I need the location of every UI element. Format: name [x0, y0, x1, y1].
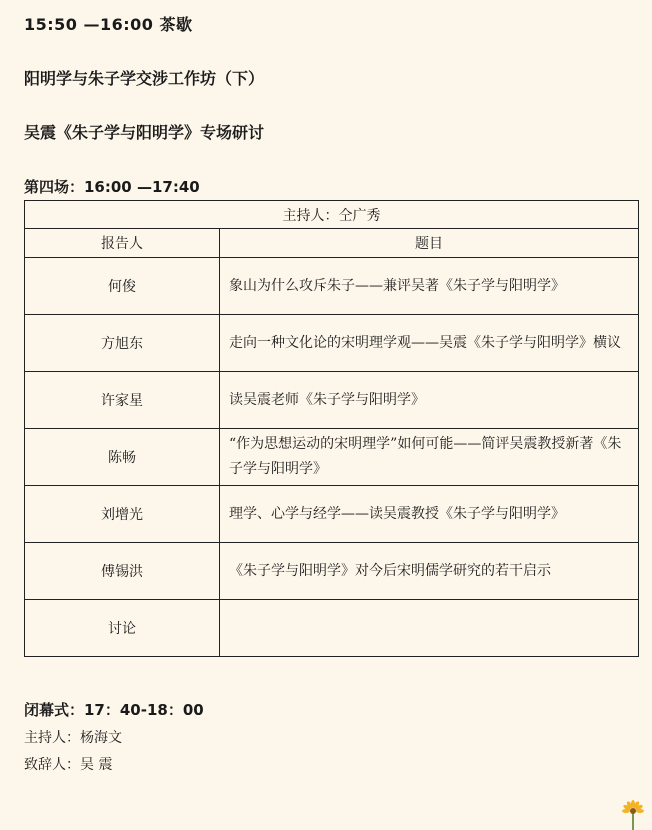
closing-host: 主持人：杨海文	[24, 730, 122, 746]
table-row	[25, 258, 639, 315]
speaker-cell: 方旭东	[25, 315, 220, 372]
table-row	[25, 429, 639, 486]
table-row	[25, 372, 639, 429]
session-title: 第四场：16:00 —17:40	[24, 178, 200, 196]
tea-break-line: 15:50 —16:00 茶歇	[24, 15, 193, 34]
schedule-table	[24, 200, 639, 657]
table-row	[25, 600, 639, 657]
topic-header: 题目	[220, 229, 639, 258]
speaker-cell: 许家星	[25, 372, 220, 429]
topic-cell	[220, 600, 639, 657]
closing-title: 闭幕式：17：40-18：00	[24, 701, 204, 719]
workshop-title: 阳明学与朱子学交涉工作坊（下）	[24, 69, 265, 88]
host-row	[25, 201, 639, 229]
session-host: 主持人：仝广秀	[25, 201, 639, 229]
table-row	[25, 543, 639, 600]
speaker-cell: 何俊	[25, 258, 220, 315]
header-row	[25, 229, 639, 258]
closing-speech: 致辞人：吴 震	[24, 757, 113, 773]
topic-cell: “作为思想运动的宋明理学”如何可能——简评吴震教授新著《朱子学与阳明学》	[220, 429, 639, 486]
seminar-title: 吴震《朱子学与阳明学》专场研讨	[24, 123, 265, 142]
topic-cell: 《朱子学与阳明学》对今后宋明儒学研究的若干启示	[220, 543, 639, 600]
topic-cell: 理学、心学与经学——读吴震教授《朱子学与阳明学》	[220, 486, 639, 543]
speaker-cell: 刘增光	[25, 486, 220, 543]
topic-cell: 读吴震老师《朱子学与阳明学》	[220, 372, 639, 429]
table-row	[25, 486, 639, 543]
speaker-cell: 傅锡洪	[25, 543, 220, 600]
speaker-header: 报告人	[25, 229, 220, 258]
topic-cell: 走向一种文化论的宋明理学观——吴震《朱子学与阳明学》横议	[220, 315, 639, 372]
topic-cell: 象山为什么攻斥朱子——兼评吴著《朱子学与阳明学》	[220, 258, 639, 315]
sunflower-icon	[622, 800, 644, 830]
table-row	[25, 315, 639, 372]
speaker-cell: 陈畅	[25, 429, 220, 486]
speaker-cell: 讨论	[25, 600, 220, 657]
